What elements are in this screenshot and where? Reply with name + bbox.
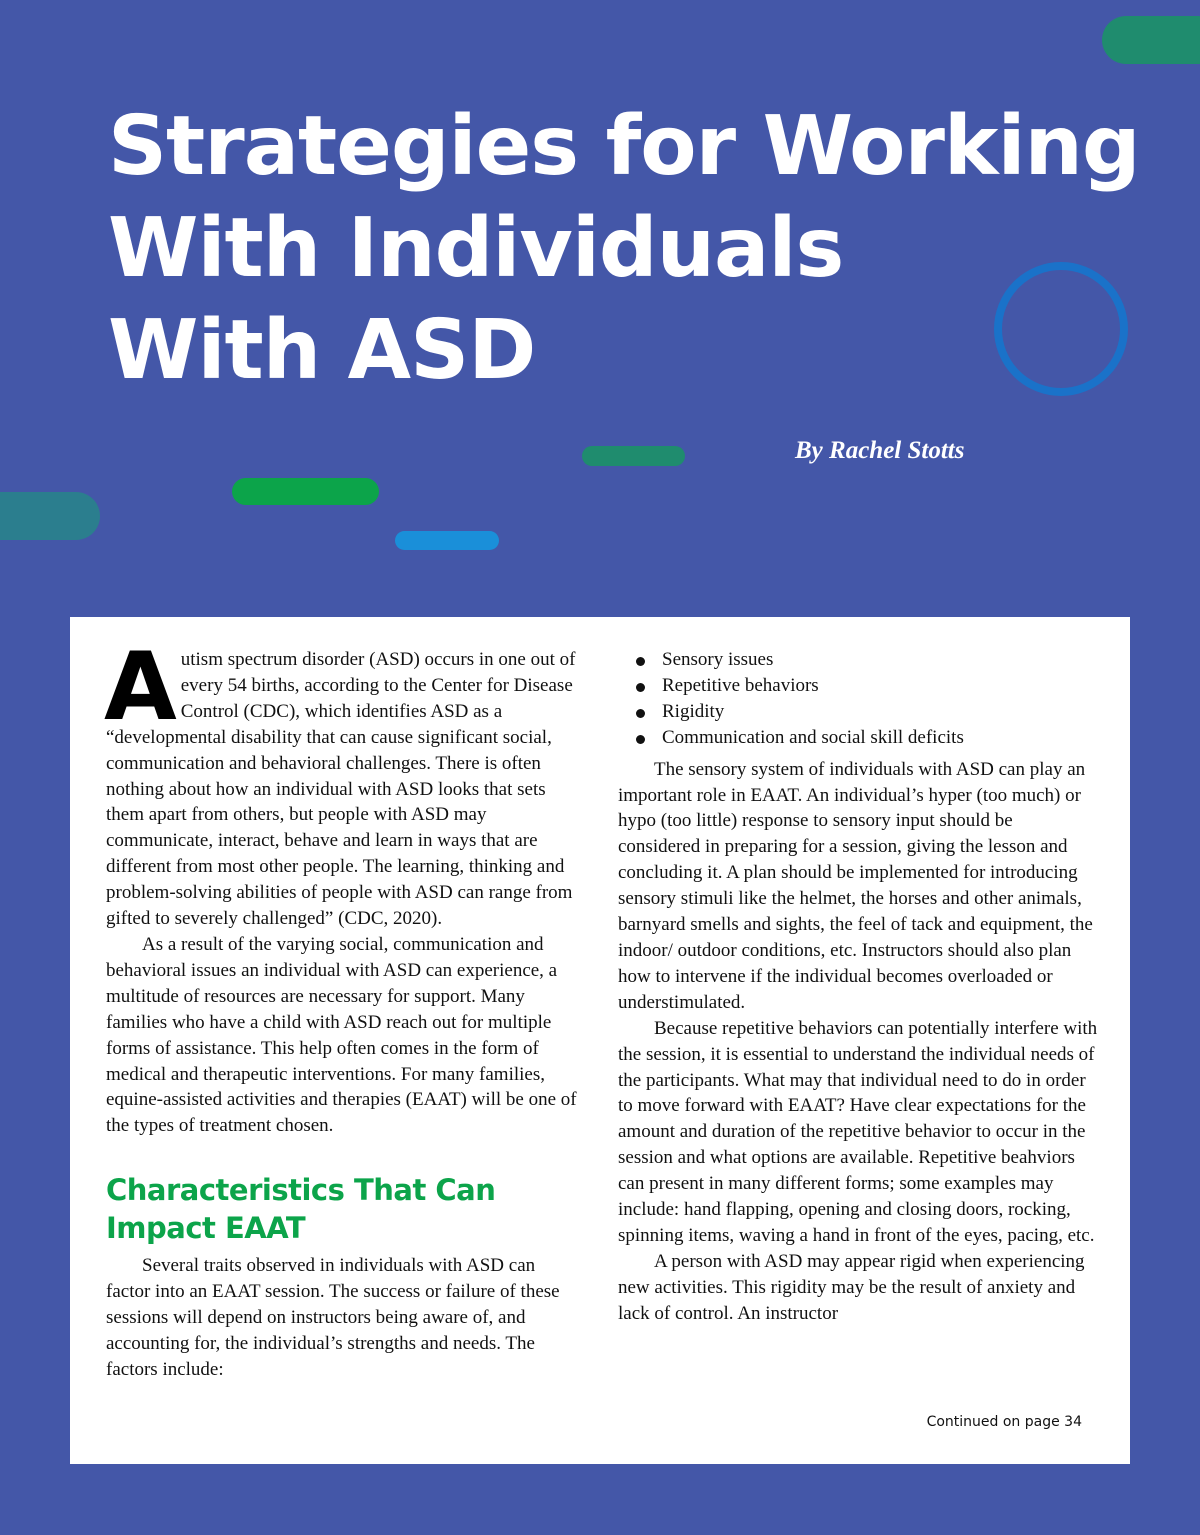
list-item: Communication and social skill deficits (618, 725, 1098, 751)
paragraph-2: As a result of the varying social, communication and behavioral issues an individual with ASD can experience, a multitude of resources are necessary for support. Many families who have a child with ASD reach out for multiple forms of assistance. This help often comes in the form of medical and therapeutic interventions. For many families, equine-assisted activities and therapies (EAAT) will be one of the types of treatment chosen. (106, 933, 577, 1137)
continued-note: Continued on page 34 (926, 1414, 1082, 1430)
article-title (108, 96, 1140, 402)
paragraph-4: The sensory system of individuals with ASD can play an important role in EAAT. An individual’s hyper (too much) or hypo (too little) response to sensory input should be considered in preparing for a session, giving the lesson and concluding it. A plan should be implemented for introducing sensory stimuli like the helmet, the horses and other animals, barnyard smells and sights, the feel of tack and equipment, the indoor/ outdoor conditions, etc. Instructors should also plan how to intervene if the individual becomes overloaded or understimulated. (618, 758, 1093, 1013)
factor-list (618, 647, 1098, 751)
decorative-pill-top-right (1102, 16, 1200, 64)
article-column-left (104, 633, 580, 1383)
intro-text: utism spectrum disorder (ASD) occurs in one out of every 54 births, according to the Center for Disease Control (CDC), which identifies ASD as a “developmental disability that can cause significant social, communication and behavioral challenges. There is often nothing about how an individual with ASD looks that sets them apart from others, but people with ASD may communicate, interact, behave and learn in ways that are different from most other people. The learning, thinking and problem-solving abilities of people with ASD can range from gifted to severely challenged” (CDC, 2020). (106, 649, 576, 930)
byline: By Rachel Stotts (795, 437, 965, 464)
list-item: Repetitive behaviors (618, 673, 1098, 699)
decorative-pill-left (0, 492, 100, 540)
article-column-right (618, 647, 1098, 1327)
list-item: Sensory issues (618, 647, 1098, 673)
title-line-3: With ASD (108, 303, 536, 398)
list-item: Rigidity (618, 699, 1098, 725)
decorative-pill-blue (395, 531, 499, 550)
decorative-ring (994, 262, 1128, 396)
title-line-2: With Individuals (108, 201, 844, 296)
section-heading: Characteristics That Can Impact EAAT (106, 1173, 496, 1246)
decorative-pill-green (232, 478, 379, 505)
intro-paragraph (104, 633, 580, 932)
title-line-1: Strategies for Working (108, 99, 1140, 194)
paragraph-6: A person with ASD may appear rigid when experiencing new activities. This rigidity may be the result of anxiety and lack of control. An instructor (618, 1250, 1085, 1324)
paragraph-5: Because repetitive behaviors can potentially interfere with the session, it is essential to understand the individual needs of the participants. What may that individual need to do in order to move forward with EAAT? Have clear expectations for the amount and duration of the repetitive behavior to occur in the session and what options are available. Repetitive beahviors can present in many different forms; some examples may include: hand flapping, opening and closing doors, rocking, spinning items, waving a hand in front of the eyes, pacing, etc. (618, 1017, 1098, 1246)
decorative-pill-teal (582, 446, 685, 466)
paragraph-3: Several traits observed in individuals with ASD can factor into an EAAT session. The success or failure of these sessions will depend on instructors being aware of, and accounting for, the individual’s strengths and needs. The factors include: (106, 1255, 560, 1380)
article-panel (70, 617, 1130, 1464)
drop-cap: A (104, 633, 177, 742)
